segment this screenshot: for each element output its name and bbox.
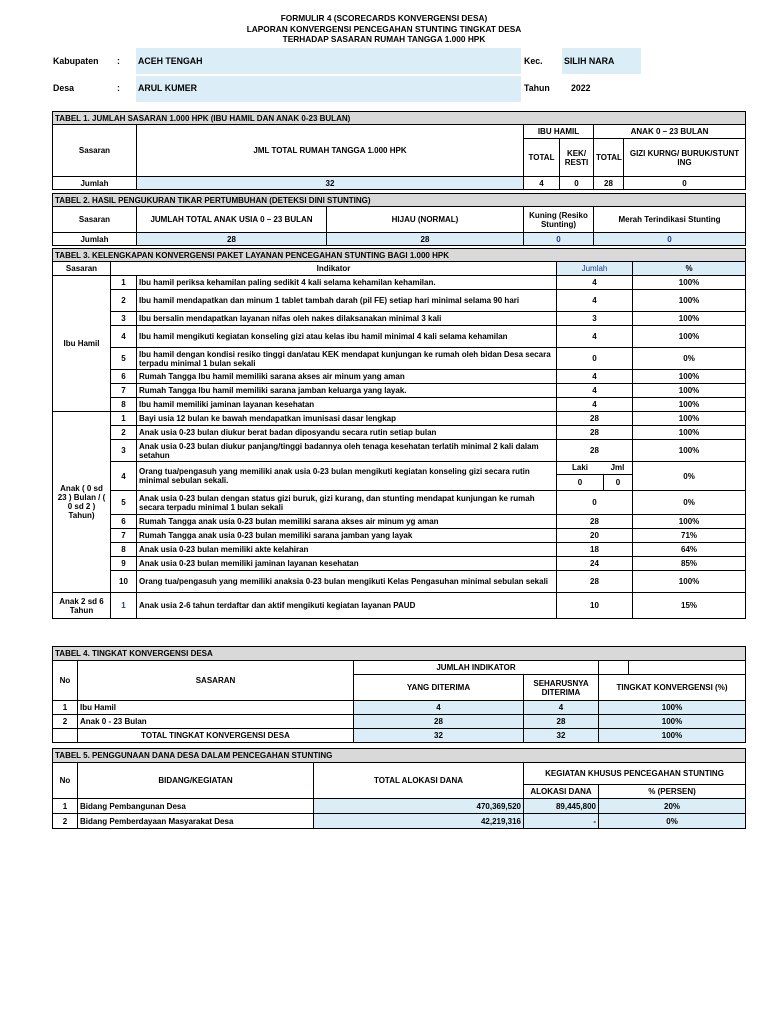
t3-pct-header: % bbox=[633, 262, 746, 276]
t4-empty-cell-2 bbox=[629, 661, 746, 675]
table-3-title: TABEL 3. KELENGKAPAN KONVERGENSI PAKET LAYANAN PENCEGAHAN STUNTING BAGI 1.000 HPK bbox=[53, 249, 746, 262]
t3-anak-row-value: 24 bbox=[557, 557, 633, 571]
t3-laki-jml-cell bbox=[557, 462, 633, 491]
tahun-value: 2022 bbox=[571, 83, 591, 93]
t3-anak-row-pct: 100% bbox=[633, 426, 746, 440]
t3-anak-row-text: Orang tua/pengasuh yang memiliki anaksia 0-23 bulan mengikuti Kelas Pengasuhan minimal sebulan sekali bbox=[137, 571, 557, 593]
t3-ibu-row-value: 4 bbox=[557, 276, 633, 290]
t3-anak-row-value: 28 bbox=[557, 426, 633, 440]
t5-row-no: 1 bbox=[53, 799, 78, 814]
t3-jumlah-header: Jumlah bbox=[557, 262, 633, 276]
t1-kek-header: KEK/ RESTI bbox=[560, 139, 594, 177]
t3-laki-header: Laki bbox=[571, 463, 588, 472]
t3-anak-row-no: 10 bbox=[111, 571, 137, 593]
t3-anak-row-text: Anak usia 0-23 bulan dengan status gizi buruk, gizi kurang, dan stunting mendapat kunjungan ke rumah secara terpadu minimal 1 bulan sekali bbox=[137, 491, 557, 515]
t3-ibu-row-text: Ibu hamil dengan kondisi resiko tinggi dan/atau KEK mendapat kunjungan ke rumah oleh bidan Desa secara terpadu minimal 1 bulan sekali bbox=[137, 348, 557, 370]
t3-anak-row-text: Anak usia 0-23 bulan memiliki akte kelahiran bbox=[137, 543, 557, 557]
tahun-label: Tahun bbox=[524, 83, 550, 93]
t3-ibu-row-text: Ibu hamil periksa kehamilan paling sedikit 4 kali selama kehamilan kehamilan. bbox=[137, 276, 557, 290]
t1-anak-total-value: 28 bbox=[594, 177, 624, 190]
t3-jml-header: Jml bbox=[610, 463, 625, 472]
t3-ibu-row-pct: 100% bbox=[633, 384, 746, 398]
header-line-3: TERHADAP SASARAN RUMAH TANGGA 1.000 HPK bbox=[282, 34, 486, 44]
t3-anak-row-text: Bayi usia 12 bulan ke bawah mendapatkan imunisasi dasar lengkap bbox=[137, 412, 557, 426]
t3-anak-row-no: 1 bbox=[111, 412, 137, 426]
t1-total-value: 32 bbox=[137, 177, 524, 190]
t4-row-pct: 100% bbox=[599, 715, 746, 729]
t3-anak-row-value: 18 bbox=[557, 543, 633, 557]
t4-row-diterima: 4 bbox=[354, 701, 524, 715]
table-2-title: TABEL 2. HASIL PENGUKURAN TIKAR PERTUMBUHAN (DETEKSI DINI STUNTING) bbox=[53, 194, 746, 207]
t3-anak-row-text: Orang tua/pengasuh yang memiliki anak usia 0-23 bulan mengikuti kegiatan konseling gizi secara rutin minimal sebulan sekali. bbox=[137, 462, 557, 491]
t5-row-total: 470,369,520 bbox=[314, 799, 524, 814]
t3-ibu-row-text: Rumah Tangga Ibu hamil memiliki sarana jamban keluarga yang layak. bbox=[137, 384, 557, 398]
t3-anak-row-no: 3 bbox=[111, 440, 137, 462]
t5-persen-header: % (PERSEN) bbox=[599, 785, 746, 799]
t3-ibu-row-no: 1 bbox=[111, 276, 137, 290]
t2-jumlah-total-header: JUMLAH TOTAL ANAK USIA 0 – 23 BULAN bbox=[137, 207, 327, 233]
t3-anak-row-pct: 100% bbox=[633, 412, 746, 426]
t3-ibu-row-pct: 100% bbox=[633, 370, 746, 384]
t3-anak26-row-text: Anak usia 2-6 tahun terdaftar dan aktif mengikuti kegiatan layanan PAUD bbox=[137, 593, 557, 619]
t3-anak26-row-pct: 15% bbox=[633, 593, 746, 619]
t5-row-label: Bidang Pemberdayaan Masyarakat Desa bbox=[78, 814, 314, 829]
t3-anak-row-value: 28 bbox=[557, 515, 633, 529]
header-line-2: LAPORAN KONVERGENSI PENCEGAHAN STUNTING TINGKAT DESA bbox=[246, 23, 522, 34]
t3-laki-value: 0 bbox=[557, 475, 604, 490]
t3-anak-row-no: 2 bbox=[111, 426, 137, 440]
t3-anak-row-pct: 0% bbox=[633, 491, 746, 515]
t5-row-label: Bidang Pembangunan Desa bbox=[78, 799, 314, 814]
t5-row-alokasi: - bbox=[524, 814, 599, 829]
t3-anak-row-value: 28 bbox=[557, 571, 633, 593]
t3-anak-row-no: 5 bbox=[111, 491, 137, 515]
t3-anak-row-no: 7 bbox=[111, 529, 137, 543]
kec-value: SILIH NARA bbox=[564, 56, 615, 66]
t3-jml-value: 0 bbox=[615, 478, 621, 487]
t4-total-pct: 100% bbox=[599, 729, 746, 743]
table-4-title: TABEL 4. TINGKAT KONVERGENSI DESA bbox=[53, 647, 746, 661]
t5-row-pct: 20% bbox=[599, 799, 746, 814]
t3-ibu-row-value: 3 bbox=[557, 312, 633, 326]
t4-total-seharusnya: 32 bbox=[524, 729, 599, 743]
t3-anak-row-pct: 100% bbox=[633, 571, 746, 593]
t4-row-pct: 100% bbox=[599, 701, 746, 715]
t2-hijau-value: 28 bbox=[327, 233, 524, 246]
desa-colon: : bbox=[117, 83, 120, 93]
t3-ibu-row-pct: 100% bbox=[633, 326, 746, 348]
t3-anak-row-value: 0 bbox=[557, 491, 633, 515]
desa-value: ARUL KUMER bbox=[138, 83, 197, 93]
t3-anak-row-pct: 100% bbox=[633, 440, 746, 462]
t3-ibu-row-no: 6 bbox=[111, 370, 137, 384]
t4-sasaran-header: SASARAN bbox=[78, 661, 354, 701]
t4-tingkat-header: TINGKAT KONVERGENSI (%) bbox=[599, 675, 746, 701]
t1-total2-header: TOTAL bbox=[594, 139, 624, 177]
kabupaten-colon: : bbox=[117, 56, 120, 66]
t3-ibu-row-value: 4 bbox=[557, 398, 633, 412]
t3-anak-row-text: Anak usia 0-23 bulan diukur panjang/tinggi badannya oleh tenaga kesehatan terlatih minimal 2 kali dalam setahun bbox=[137, 440, 557, 462]
t1-anak-header: ANAK 0 – 23 BULAN bbox=[594, 125, 746, 139]
desa-label: Desa bbox=[53, 83, 75, 93]
t2-kuning-value: 0 bbox=[524, 233, 594, 246]
t3-anak-row-pct: 85% bbox=[633, 557, 746, 571]
t3-ibu-row-text: Ibu hamil memiliki jaminan layanan kesehatan bbox=[137, 398, 557, 412]
t3-ibu-row-no: 2 bbox=[111, 290, 137, 312]
t3-anak-row-no: 9 bbox=[111, 557, 137, 571]
table-3 bbox=[52, 248, 746, 619]
t4-row-no: 1 bbox=[53, 701, 78, 715]
t1-gizi-header: GIZI KURNG/ BURUK/STUNT ING bbox=[624, 139, 746, 177]
t1-jumlah-label: Jumlah bbox=[53, 177, 137, 190]
t3-anak-row-text: Anak usia 0-23 bulan diukur berat badan diposyandu secara rutin setiap bulan bbox=[137, 426, 557, 440]
t3-anak-row-text: Anak usia 0-23 bulan memiliki jaminan layanan kesehatan bbox=[137, 557, 557, 571]
t5-row-no: 2 bbox=[53, 814, 78, 829]
t3-ibu-row-pct: 0% bbox=[633, 348, 746, 370]
t3-ibu-row-no: 8 bbox=[111, 398, 137, 412]
t3-ibu-row-pct: 100% bbox=[633, 276, 746, 290]
t1-gizi-value: 0 bbox=[624, 177, 746, 190]
t5-row-pct: 0% bbox=[599, 814, 746, 829]
t1-sasaran-header: Sasaran bbox=[53, 125, 137, 177]
t3-anak-row-pct: 71% bbox=[633, 529, 746, 543]
form-header bbox=[0, 13, 768, 45]
t3-ibu-row-value: 4 bbox=[557, 370, 633, 384]
t2-merah-value: 0 bbox=[594, 233, 746, 246]
t3-anak-row-no: 4 bbox=[111, 462, 137, 491]
t3-anak-row-text: Rumah Tangga anak usia 0-23 bulan memiliki sarana jamban yang layak bbox=[137, 529, 557, 543]
t1-ibu-hamil-header: IBU HAMIL bbox=[524, 125, 594, 139]
t3-ibu-row-pct: 100% bbox=[633, 290, 746, 312]
t3-ibu-row-value: 4 bbox=[557, 326, 633, 348]
t3-ibu-row-no: 3 bbox=[111, 312, 137, 326]
t3-ibu-row-pct: 100% bbox=[633, 398, 746, 412]
t3-ibu-row-no: 4 bbox=[111, 326, 137, 348]
t3-ibu-row-text: Ibu hamil mendapatkan dan minum 1 tablet tambah darah (pil FE) setiap hari minimal selama 90 hari bbox=[137, 290, 557, 312]
t4-no-header: No bbox=[53, 661, 78, 701]
table-5-title: TABEL 5. PENGGUNAAN DANA DESA DALAM PENCEGAHAN STUNTING bbox=[53, 749, 746, 763]
t4-seharusnya-header: SEHARUSNYA DITERIMA bbox=[524, 675, 599, 701]
t4-total-label: TOTAL TINGKAT KONVERGENSI DESA bbox=[78, 729, 354, 743]
t3-ibu-hamil-label: Ibu Hamil bbox=[53, 276, 111, 412]
table-2 bbox=[52, 193, 746, 246]
t3-ibu-row-text: Ibu bersalin mendapatkan layanan nifas oleh nakes dilaksanakan minimal 3 kali bbox=[137, 312, 557, 326]
t1-ih-total-value: 4 bbox=[524, 177, 560, 190]
t1-jml-total-header: JML TOTAL RUMAH TANGGA 1.000 HPK bbox=[137, 125, 524, 177]
t5-row-alokasi: 89,445,800 bbox=[524, 799, 599, 814]
kabupaten-value: ACEH TENGAH bbox=[138, 56, 203, 66]
t3-anak-row-pct: 100% bbox=[633, 515, 746, 529]
t4-row-diterima: 28 bbox=[354, 715, 524, 729]
t3-anak-row-value: 28 bbox=[557, 412, 633, 426]
t3-anak26-label: Anak 2 sd 6 Tahun bbox=[53, 593, 111, 619]
t3-ibu-row-value: 0 bbox=[557, 348, 633, 370]
t5-no-header: No bbox=[53, 763, 78, 799]
kabupaten-label: Kabupaten bbox=[53, 56, 99, 66]
t3-anak-label: Anak ( 0 sd 23 ) Bulan / ( 0 sd 2 ) Tahun) bbox=[53, 412, 111, 593]
t4-row-label: Anak 0 - 23 Bulan bbox=[78, 715, 354, 729]
t2-merah-header: Merah Terindikasi Stunting bbox=[594, 207, 746, 233]
t2-kuning-header: Kuning (Resiko Stunting) bbox=[524, 207, 594, 233]
t3-anak-row-text: Rumah Tangga anak usia 0-23 bulan memiliki sarana akses air minum yg aman bbox=[137, 515, 557, 529]
t3-anak26-row-no: 1 bbox=[111, 593, 137, 619]
t3-anak-row-value: 28 bbox=[557, 440, 633, 462]
t3-anak-row-pct: 64% bbox=[633, 543, 746, 557]
t2-jumlah-label: Jumlah bbox=[53, 233, 137, 246]
t4-diterima-header: YANG DITERIMA bbox=[354, 675, 524, 701]
t3-ibu-row-no: 7 bbox=[111, 384, 137, 398]
t3-ibu-row-text: Rumah Tangga Ibu hamil memiliki sarana akses air minum yang aman bbox=[137, 370, 557, 384]
table-1 bbox=[52, 111, 746, 190]
t4-total-no bbox=[53, 729, 78, 743]
t3-ibu-row-value: 4 bbox=[557, 384, 633, 398]
t5-bidang-header: BIDANG/KEGIATAN bbox=[78, 763, 314, 799]
t3-anak-row-no: 6 bbox=[111, 515, 137, 529]
t5-kegiatan-header: KEGIATAN KHUSUS PENCEGAHAN STUNTING bbox=[524, 763, 746, 785]
t4-row-no: 2 bbox=[53, 715, 78, 729]
t3-ibu-row-value: 4 bbox=[557, 290, 633, 312]
t4-row-label: Ibu Hamil bbox=[78, 701, 354, 715]
t4-row-seharusnya: 28 bbox=[524, 715, 599, 729]
t3-ibu-row-no: 5 bbox=[111, 348, 137, 370]
table-5 bbox=[52, 748, 746, 829]
t3-anak-row-value: 20 bbox=[557, 529, 633, 543]
t5-row-total: 42,219,316 bbox=[314, 814, 524, 829]
t3-ibu-row-text: Ibu hamil mengikuti kegiatan konseling gizi atau kelas ibu hamil minimal 4 kali selama kehamilan bbox=[137, 326, 557, 348]
t3-anak26-row-value: 10 bbox=[557, 593, 633, 619]
t3-sasaran-header: Sasaran bbox=[53, 262, 111, 276]
table-4 bbox=[52, 646, 746, 743]
t4-total-diterima: 32 bbox=[354, 729, 524, 743]
t3-indikator-header: Indikator bbox=[111, 262, 557, 276]
kec-label: Kec. bbox=[524, 56, 543, 66]
header-line-1: FORMULIR 4 (SCORECARDS KONVERGENSI DESA) bbox=[280, 13, 488, 23]
t1-total-header: TOTAL bbox=[524, 139, 560, 177]
t3-anak-row-no: 8 bbox=[111, 543, 137, 557]
t2-hijau-header: HIJAU (NORMAL) bbox=[327, 207, 524, 233]
t3-ibu-row-pct: 100% bbox=[633, 312, 746, 326]
t5-alokasi-header: ALOKASI DANA bbox=[524, 785, 599, 799]
t3-anak-row-pct: 0% bbox=[633, 462, 746, 491]
table-1-title: TABEL 1. JUMLAH SASARAN 1.000 HPK (IBU HAMIL DAN ANAK 0-23 BULAN) bbox=[53, 112, 746, 125]
t4-empty-cell-1 bbox=[599, 661, 629, 675]
t1-kek-value: 0 bbox=[560, 177, 594, 190]
t4-jumlah-indikator-header: JUMLAH INDIKATOR bbox=[354, 661, 599, 675]
t5-total-alokasi-header: TOTAL ALOKASI DANA bbox=[314, 763, 524, 799]
t2-sasaran-header: Sasaran bbox=[53, 207, 137, 233]
t4-row-seharusnya: 4 bbox=[524, 701, 599, 715]
t2-total-value: 28 bbox=[137, 233, 327, 246]
